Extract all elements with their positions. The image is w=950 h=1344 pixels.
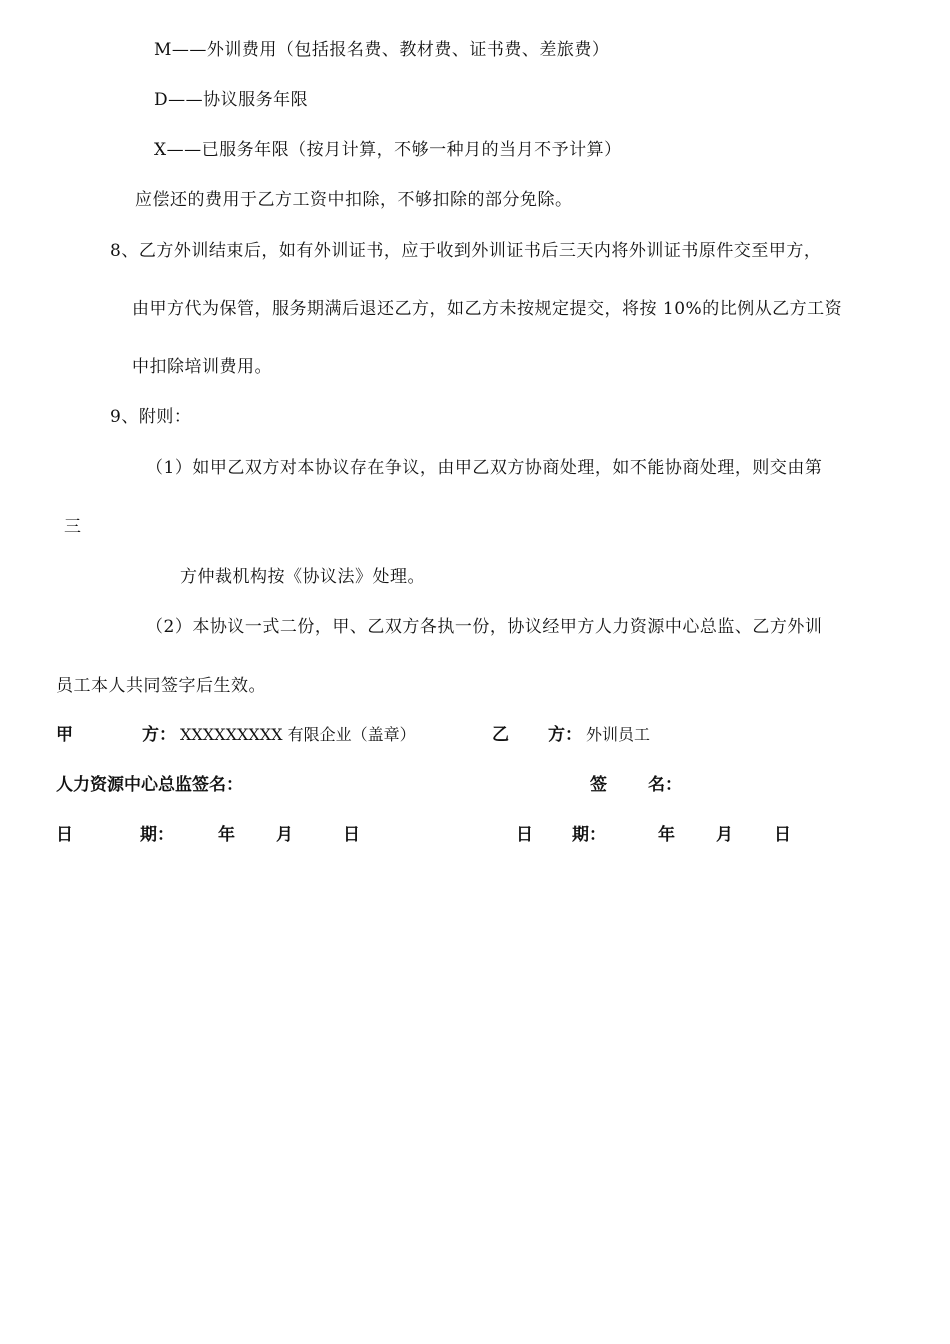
clause8-line2: 由甲方代为保管，服务期满后退还乙方，如乙方未按规定提交，将按 10%的比例从乙方工资	[132, 299, 843, 319]
formula-d-definition: D——协议服务年限	[154, 90, 309, 110]
clause9-item1-line3: 方仲裁机构按《协议法》处理。	[180, 567, 425, 587]
clause9-title: 9、附则：	[110, 407, 192, 427]
party-a-label-1: 甲	[56, 725, 73, 745]
clause9-item1-line2: 三	[64, 517, 82, 537]
date-a-day: 日	[343, 825, 360, 845]
date-a-label-2: 期：	[140, 825, 174, 845]
hr-director-signature-label: 人力资源中心总监签名：	[56, 775, 243, 795]
signature-dates-row	[0, 823, 950, 847]
clause8-line3: 中扣除培训费用。	[132, 357, 272, 377]
party-b-value: 外训员工	[586, 725, 651, 744]
signature-names-row	[0, 773, 950, 797]
party-a-value: XXXXXXXXX 有限企业（盖章）	[180, 725, 416, 744]
date-a-month: 月	[276, 825, 293, 845]
sign-label-1: 签	[590, 775, 607, 795]
formula-m-definition: M——外训费用（包括报名费、教材费、证书费、差旅费）	[154, 40, 610, 60]
date-a-label-1: 日	[56, 825, 73, 845]
clause9-item1-line1: （1）如甲乙双方对本协议存在争议，由甲乙双方协商处理，如不能协商处理，则交由第	[146, 458, 823, 478]
formula-x-definition: X——已服务年限（按月计算，不够一种月的当月不予计算）	[154, 140, 622, 160]
clause9-item2-line2: 员工本人共同签字后生效。	[56, 676, 266, 696]
signature-parties-row	[0, 723, 950, 747]
clause9-item2-line1: （2）本协议一式二份，甲、乙双方各执一份，协议经甲方人力资源中心总监、乙方外训	[146, 617, 823, 637]
clause8-line1: 8、乙方外训结束后，如有外训证书，应于收到外训证书后三天内将外训证书原件交至甲方，	[110, 241, 822, 261]
date-b-month: 月	[716, 825, 733, 845]
sign-label-2: 名：	[648, 775, 682, 795]
date-a-year: 年	[218, 825, 235, 845]
date-b-label-2: 期：	[572, 825, 606, 845]
party-a-label-2: 方：	[142, 725, 176, 745]
date-b-day: 日	[774, 825, 791, 845]
date-b-year: 年	[658, 825, 675, 845]
party-b-label-1: 乙	[492, 725, 509, 745]
party-b-label-2: 方：	[548, 725, 582, 745]
date-b-label-1: 日	[516, 825, 533, 845]
deduction-rule: 应偿还的费用于乙方工资中扣除，不够扣除的部分免除。	[135, 190, 573, 210]
